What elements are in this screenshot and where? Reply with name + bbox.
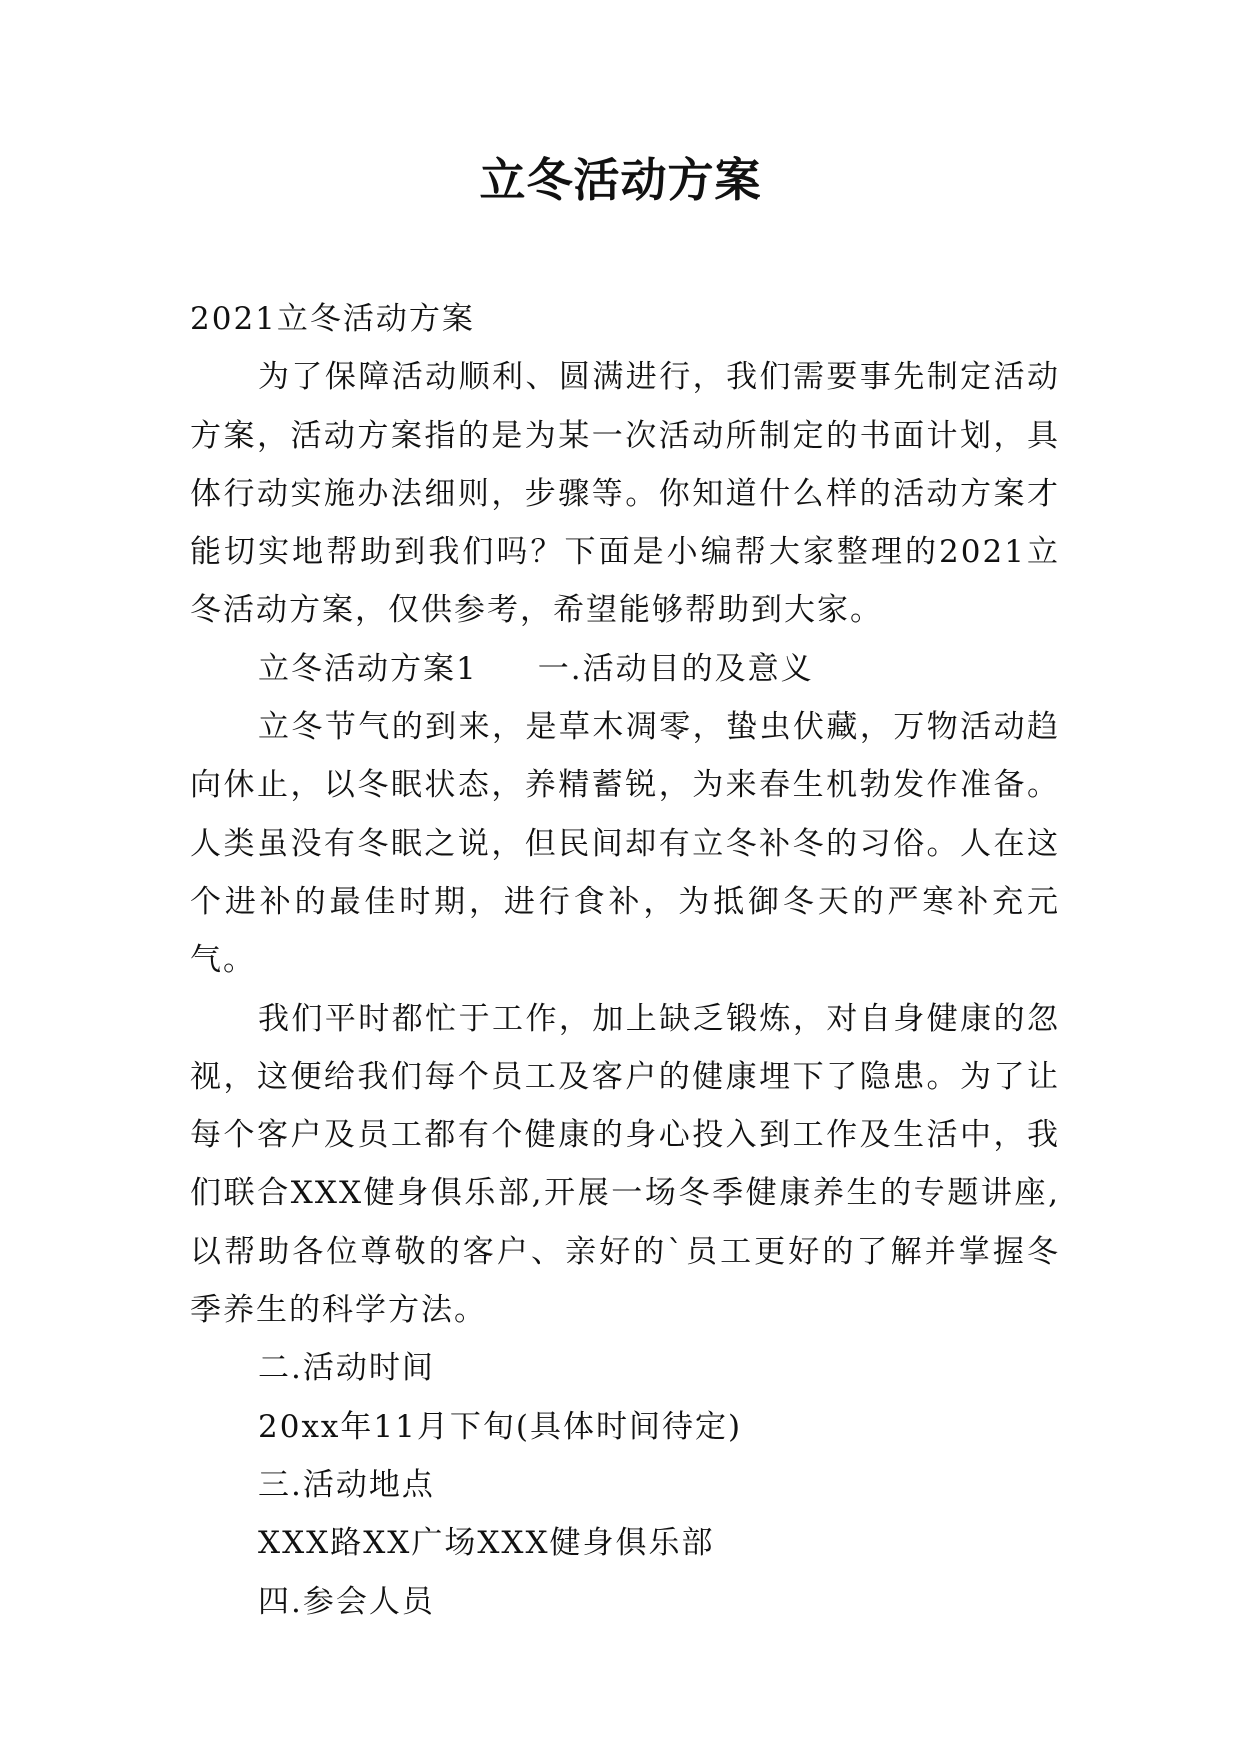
section3-heading: 三.活动地点: [258, 1466, 435, 1503]
section2-heading: 二.活动时间: [258, 1350, 435, 1387]
document-title: 立冬活动方案: [479, 153, 762, 207]
activity-location: XXX路XX广场XXX健身俱乐部: [258, 1525, 715, 1562]
purpose-paragraph-1: 立冬节气的到来，是草木凋零，蛰虫伏藏，万物活动趋向休止，以冬眠状态，养精蓄锐，为来春生机勃发作准备。人类虽没有冬眠之说，但民间却有立冬补冬的习俗。人在这个进补的最佳时期，进行食补，为抵御冬天的严寒补充元气。: [190, 709, 1060, 979]
plan-heading-line: [190, 640, 1060, 698]
section1-heading: 一.活动目的及意义: [537, 650, 814, 687]
intro-paragraph: 为了保障活动顺利、圆满进行，我们需要事先制定活动方案，活动方案指的是为某一次活动所制定的书面计划，具体行动实施办法细则，步骤等。你知道什么样的活动方案才能切实地帮助到我们吗？下面是小编帮大家整理的2021立冬活动方案，仅供参考，希望能够帮助到大家。: [190, 359, 1060, 629]
plan-label: 立冬活动方案1: [258, 650, 478, 687]
purpose-paragraph-2: 我们平时都忙于工作，加上缺乏锻炼，对自身健康的忽视，这便给我们每个员工及客户的健康埋下了隐患。为了让每个客户及员工都有个健康的身心投入到工作及生活中，我们联合XXX健身俱乐部,开展一场冬季健康养生的专题讲座,以帮助各位尊敬的客户、亲好的`员工更好的了解并掌握冬季养生的科学方法。: [190, 1000, 1060, 1329]
section4-heading: 四.参会人员: [258, 1583, 435, 1620]
document-body: [190, 290, 1060, 1631]
document-subtitle: 2021立冬活动方案: [190, 301, 475, 337]
activity-time: 20xx年11月下旬(具体时间待定): [258, 1408, 743, 1445]
